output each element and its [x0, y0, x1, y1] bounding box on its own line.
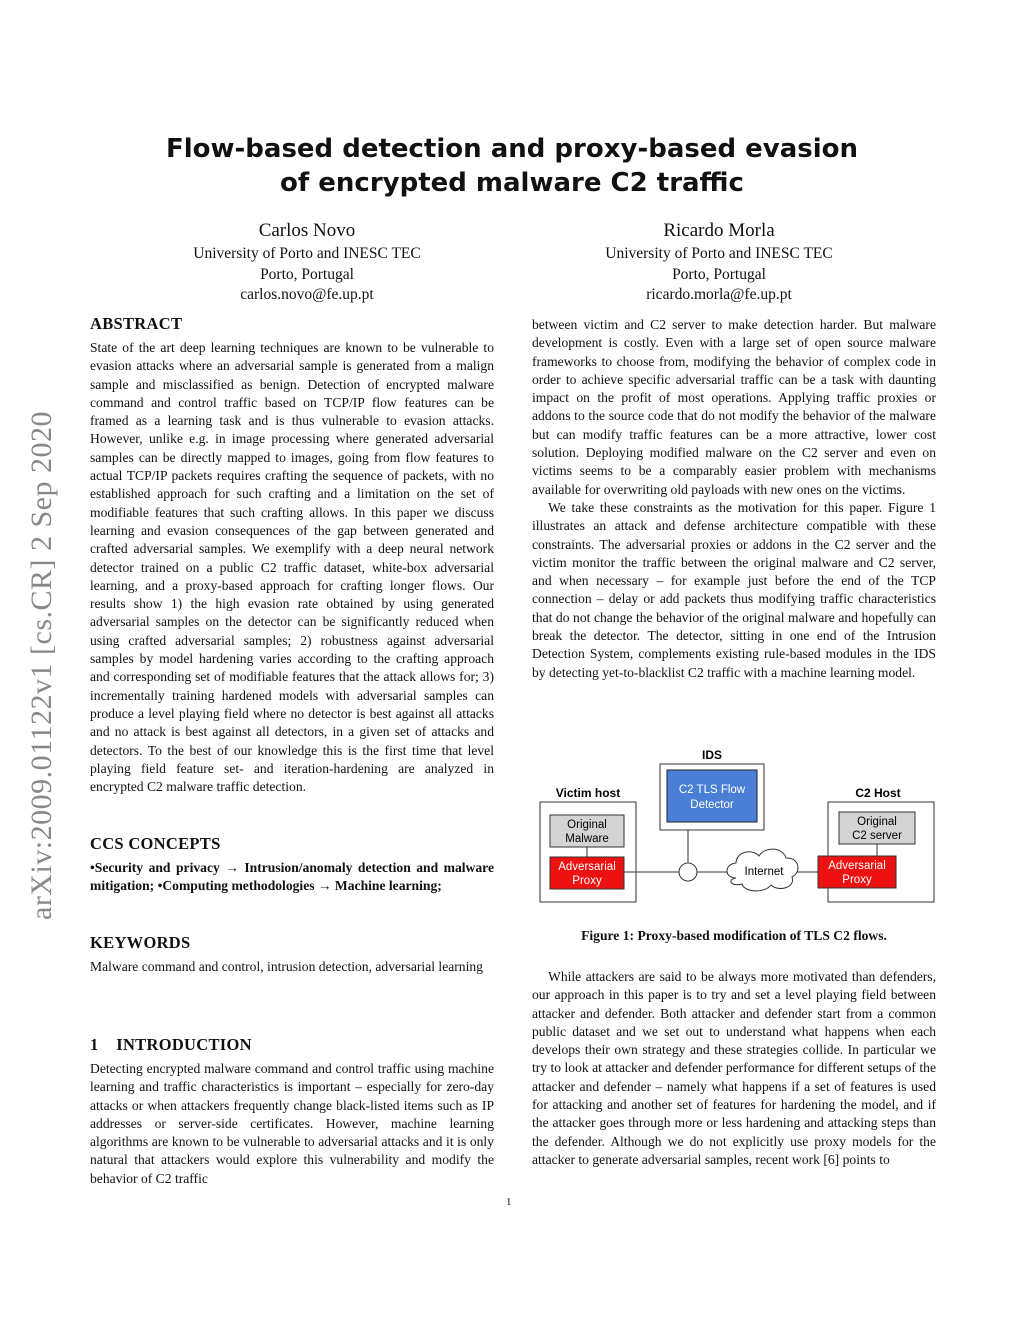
c2-proxy-label-2: Proxy [842, 874, 872, 886]
page-number: 1 [506, 1196, 512, 1208]
author-affiliation: University of Porto and INESC TEC [193, 245, 421, 262]
author-name: Ricardo Morla [663, 220, 775, 241]
intro-heading: 1 INTRODUCTION [90, 1035, 252, 1054]
c2-host-label: C2 Host [855, 786, 901, 800]
right-column-top [532, 316, 936, 682]
victim-proxy-label-2: Proxy [572, 875, 602, 887]
right-column-bottom [532, 968, 936, 1169]
keywords-text: Malware command and control, intrusion detection, adversarial learning [90, 959, 483, 974]
figure-caption: Figure 1: Proxy-based modification of TLS C2 flows. [581, 928, 887, 943]
ccs-heading: CCS CONCEPTS [90, 834, 221, 853]
ccs-text: •Security and privacy → Intrusion/anomaly detection and malware mitigation; •Computing methodologies → Machine learning; [90, 860, 494, 894]
intro-paragraph-1: Detecting encrypted malware command and control traffic using machine learning and traffic characteristics is important – especially for zero-day attacks or when attackers frequently change black-listed items such as IP addresses or server-side certificates. However, machine learning algorithms are known to be vulnerable to adversarial attacks and it is only natural that attackers would explore this vulnerability and modify the behavior of C2 traffic [90, 1061, 494, 1186]
author-location: Porto, Portugal [260, 265, 354, 283]
author-block-2 [539, 218, 899, 306]
ids-tap-circle [679, 863, 697, 881]
author-location: Porto, Portugal [672, 265, 766, 283]
keywords-body [90, 958, 494, 976]
author-email: carlos.novo@fe.up.pt [240, 286, 374, 303]
internet-label: Internet [744, 866, 784, 878]
c2-proxy-label-1: Adversarial [828, 860, 886, 872]
right-paragraph-1: between victim and C2 server to make detection harder. But malware development is costly. Even with a large set of open source malware frameworks to choose from, modifying the behavior of complex code in order to achieve specific adversarial traffic can be a task with daunting impact on the profit of most operations. Applying traffic proxies or addons to the source code that do not modify the behavior of the malware but can modify traffic features can be a more attractive, lower cost solution. Deploying modified malware on the C2 server and even on victims seems to be a comparably easier problem with mechanisms available for overwriting old payloads with new ones on the victims. [532, 317, 936, 497]
keywords-heading: KEYWORDS [90, 933, 191, 952]
abstract-text: State of the art deep learning techniques are known to be vulnerable to evasion attacks where an adversarial sample is generated from a malign sample and misclassified as benign. Detection of encrypted malware command and control traffic based on TCP/IP flow features can be framed as a learning task and is thus vulnerable to evasion attacks. However, unlike e.g. in image processing where generated adversarial samples can be directly mapped to images, going from flow features to actual TCP/IP packets requires crafting the sequence of packets, with no established approach for such crafting and a limitation on the set of modifiable features that such crafting allows. In this paper we discuss learning and evasion consequences of the gap between generated and crafted adversarial samples. We exemplify with a deep neural network detector trained on a public C2 traffic dataset, white-box adversarial learning, and a proxy-based approach for crafting longer flows. Our results show 1) the high evasion rate obtained by using generated adversarial samples on the detector can be significantly reduced when using crafted adversarial samples; 2) robustness against adversarial samples by model hardening varies according to the crafting approach and corresponding set of modifiable features that the attack allows for; 3) incrementally training hardened models with adversarial samples can produce a level playing field where no detector is best against all attacks and no attack is best against all detectors, in a given set of attacks and detectors. To the best of our knowledge this is the first time that level playing field feature set- and iteration-hardening are analyzed in encrypted C2 malware traffic detection. [90, 340, 494, 795]
title-line-2: of encrypted malware C2 traffic [280, 168, 744, 198]
abstract-heading: ABSTRACT [90, 314, 183, 333]
author-block-1 [127, 218, 487, 306]
victim-host-label: Victim host [555, 786, 621, 800]
abstract-body [90, 339, 494, 796]
original-c2-label-1: Original [857, 816, 897, 828]
arxiv-stamp: arXiv:2009.01122v1 [cs.CR] 2 Sep 2020 [25, 410, 58, 920]
victim-proxy-label-1: Adversarial [558, 861, 616, 873]
author-affiliation: University of Porto and INESC TEC [605, 245, 833, 262]
figure-architecture [538, 746, 938, 906]
intro-body [90, 1060, 494, 1188]
original-malware-label-2: Malware [565, 833, 609, 845]
detector-box [667, 770, 757, 822]
detector-label-1: C2 TLS Flow [678, 784, 746, 796]
right-paragraph-3: While attackers are said to be always more motivated than defenders, our approach in this paper is to try and set a level playing field between attacker and defender. Both attacker and defender start from a common public dataset and we set out to understand what happens when each develops their own strategy and these strategies collide. In particular we try to look at attacker and defender performance for different setups of the attacker and defender – namely what happens if a set of features is used for attacking and another set of features for hardening the model, and if the attacker goes through more or less hardening and attacking steps than the defender. Although we do not explicitly use proxy models for the attacker to generate adversarial samples, recent work [6] points to [532, 969, 936, 1167]
ccs-body [90, 859, 494, 896]
original-malware-label-1: Original [567, 819, 607, 831]
author-email: ricardo.morla@fe.up.pt [646, 286, 792, 303]
right-paragraph-2: We take these constraints as the motivation for this paper. Figure 1 illustrates an attack and defense architecture compatible with these constraints. The adversarial proxies or addons in the C2 server and the victim monitor the traffic between the original malware and C2 server, and when necessary – for example just before the end of the TCP connection – delay or add packets thus modifying traffic characteristics that do not change the behavior of the original malware and hopefully can break the detector. The detector, sitting in one end of the Intrusion Detection System, complements existing rule-based modules in the IDS by detecting yet-to-blacklist C2 traffic with a machine learning model. [532, 499, 936, 680]
author-name: Carlos Novo [258, 220, 356, 241]
paper-title [130, 132, 894, 200]
original-c2-label-2: C2 server [852, 830, 902, 842]
title-line-1: Flow-based detection and proxy-based evasion [165, 134, 859, 164]
detector-label-2: Detector [690, 799, 734, 811]
ids-label: IDS [701, 748, 723, 762]
